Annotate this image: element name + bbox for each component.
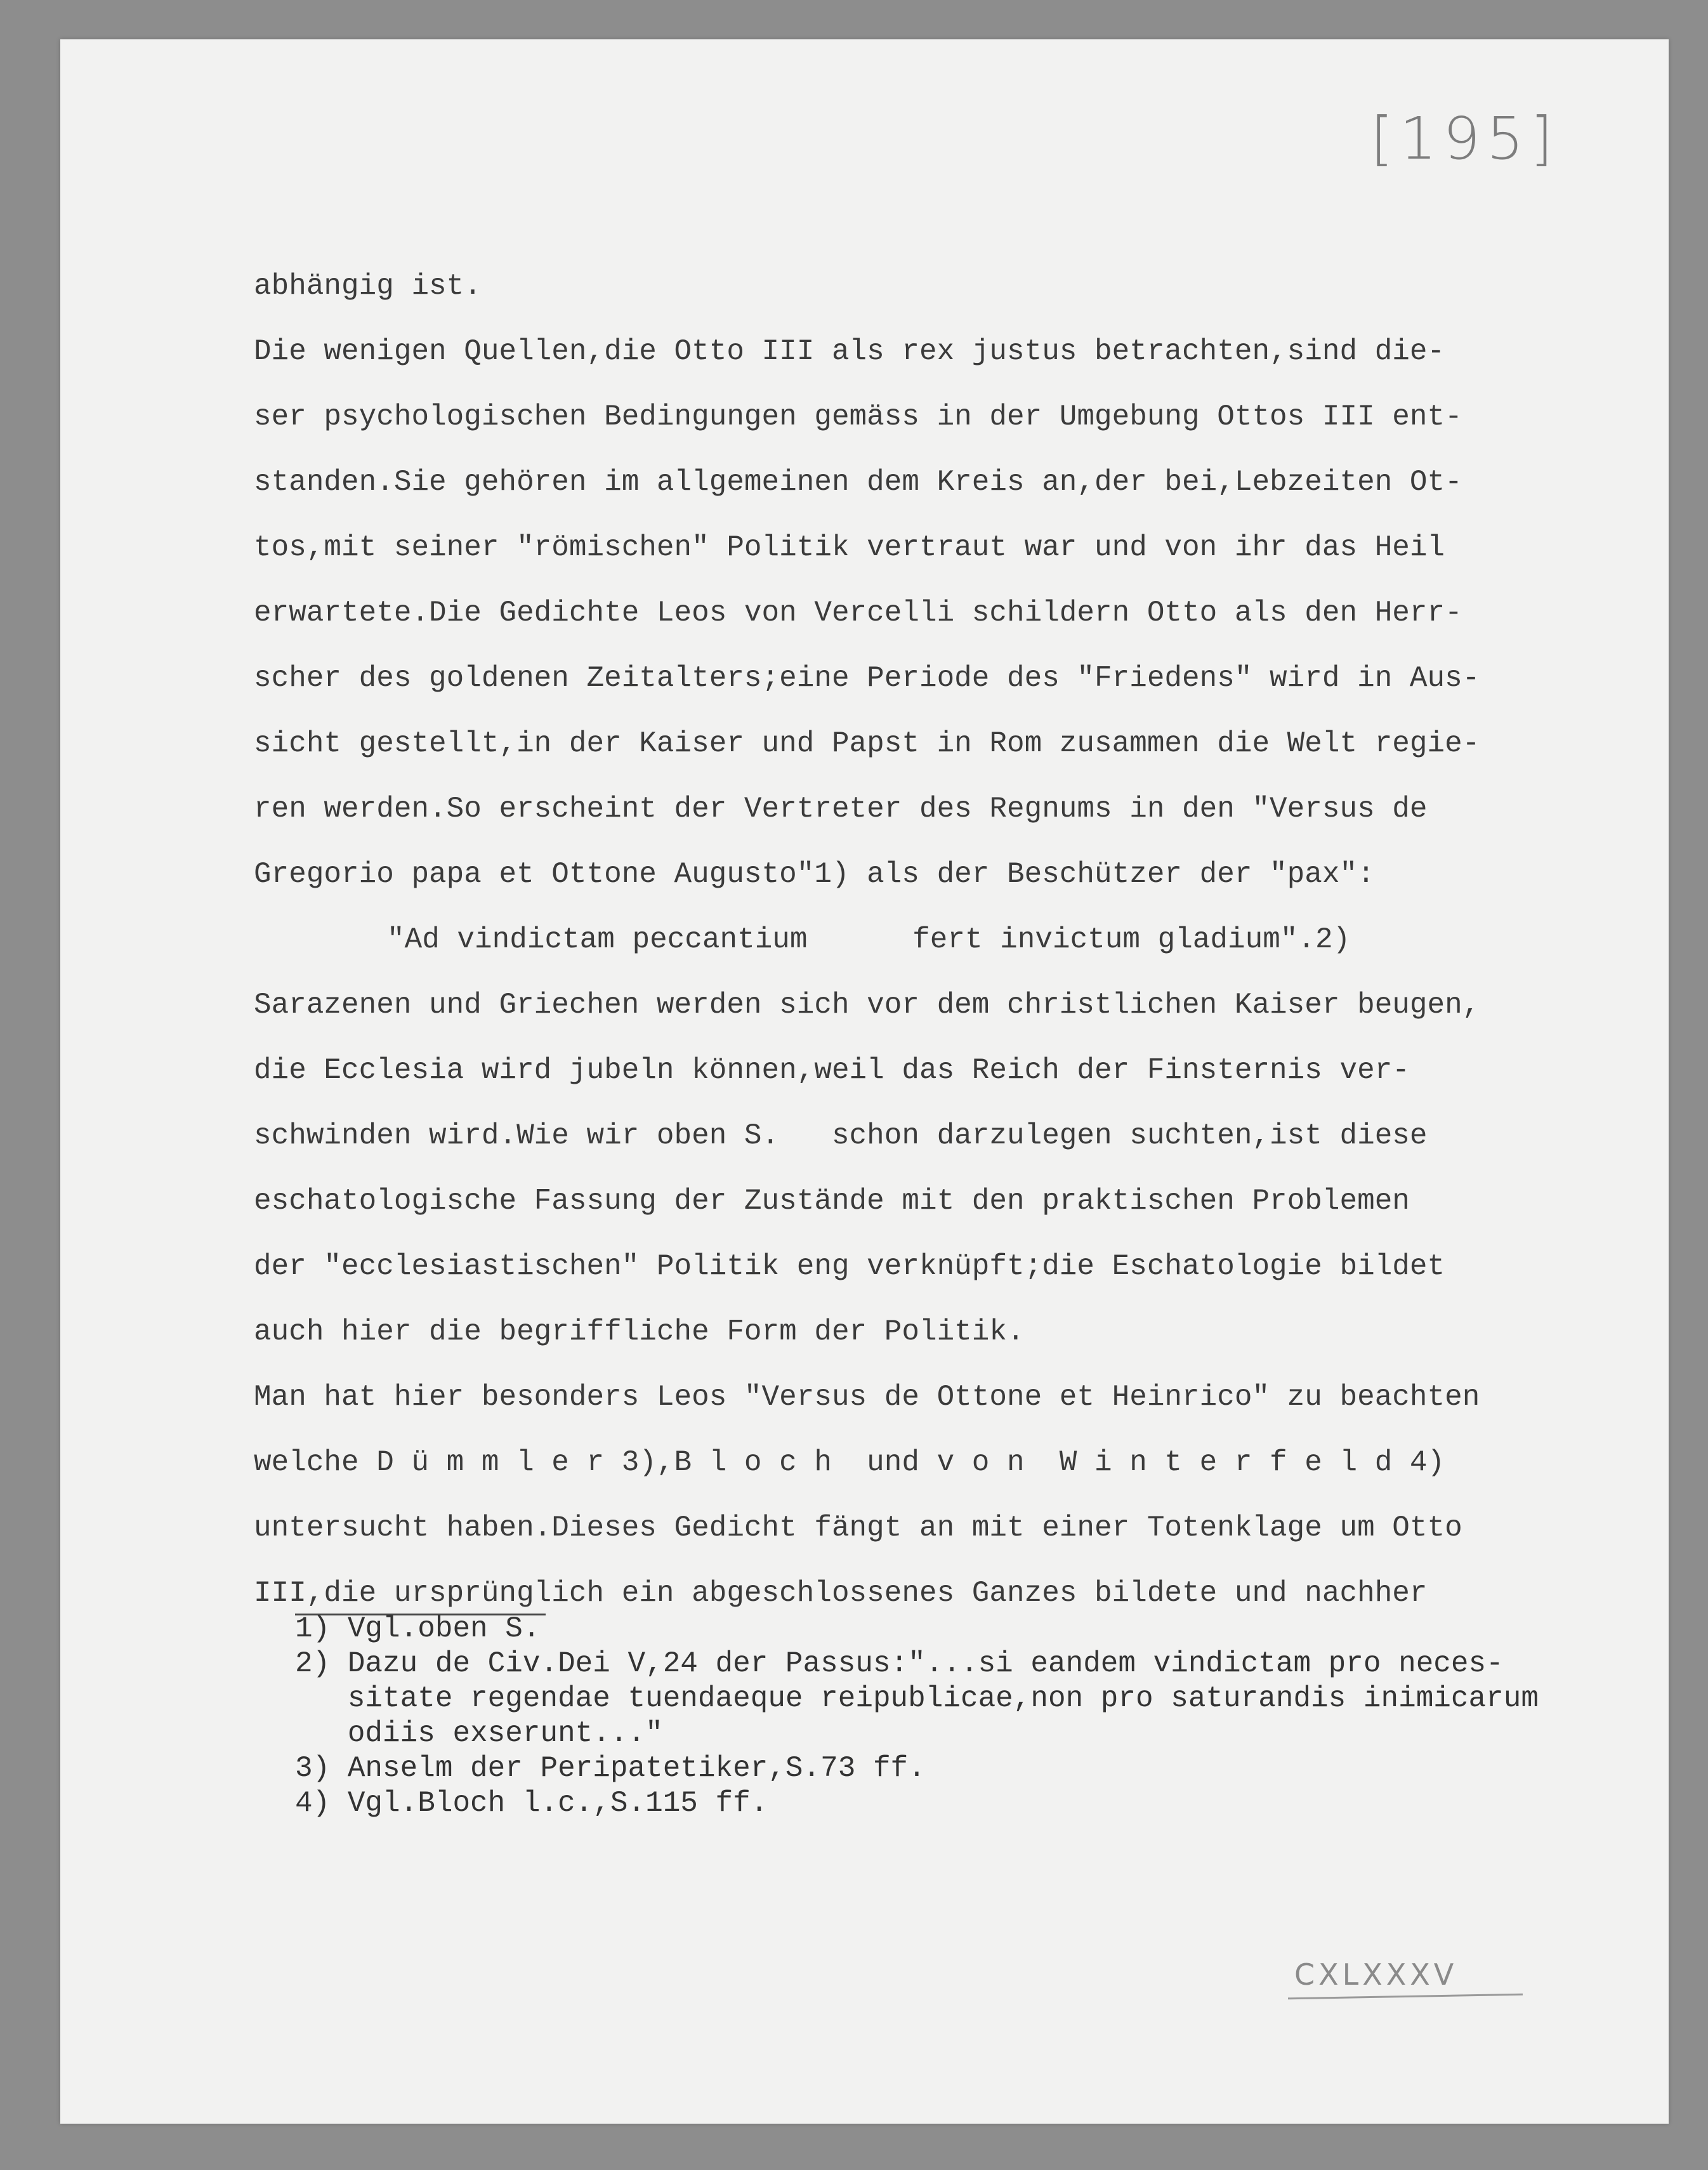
footnote-line: 2) Dazu de Civ.Dei V,24 der Passus:"...si eandem vindictam pro neces- — [295, 1647, 1504, 1680]
text-line: die Ecclesia wird jubeln können,weil das Reich der Finsternis ver- — [254, 1054, 1410, 1087]
quotation-line: "Ad vindictam peccantium fert invictum gladium".2) — [387, 923, 1351, 956]
footnote-line: sitate regendae tuendaeque reipublicae,non pro saturandis inimicarum — [295, 1682, 1539, 1715]
footnote-line: odiis exserunt..." — [295, 1717, 663, 1750]
footnote-line: 3) Anselm der Peripatetiker,S.73 ff. — [295, 1752, 926, 1785]
text-line: abhängig ist. — [254, 270, 482, 303]
text-line: der "ecclesiastischen" Politik eng verknüpft;die Eschatologie bildet — [254, 1250, 1445, 1283]
text-line: eschatologische Fassung der Zustände mit den praktischen Problemen — [254, 1185, 1410, 1218]
text-line: erwartete.Die Gedichte Leos von Vercelli schildern Otto als den Herr- — [254, 596, 1462, 629]
text-line: welche D ü m m l e r 3),B l o c h und v o n W i n t e r f e l d 4) — [254, 1446, 1445, 1479]
text-line: Sarazenen und Griechen werden sich vor dem christlichen Kaiser beugen, — [254, 989, 1480, 1022]
body-text — [254, 254, 1650, 1626]
text-line: tos,mit seiner "römischen" Politik vertraut war und von ihr das Heil — [254, 531, 1445, 564]
text-line: schwinden wird.Wie wir oben S. schon darzulegen suchten,ist diese — [254, 1119, 1428, 1152]
text-line: auch hier die begriffliche Form der Politik. — [254, 1315, 1025, 1348]
folio-number: CXLXXXV — [1294, 1957, 1458, 1992]
text-line: sicht gestellt,in der Kaiser und Papst in Rom zusammen die Welt regie- — [254, 727, 1480, 760]
text-line: Gregorio papa et Ottone Augusto"1) als der Beschützer der "pax": — [254, 858, 1375, 891]
text-line: scher des goldenen Zeitalters;eine Periode des "Friedens" wird in Aus- — [254, 662, 1480, 695]
footnote-line: 4) Vgl.Bloch l.c.,S.115 ff. — [295, 1787, 768, 1820]
text-line: III,die ursprünglich ein abgeschlossenes Ganzes bildete und nachher — [254, 1577, 1428, 1610]
text-line: ser psychologischen Bedingungen gemäss in der Umgebung Ottos III ent- — [254, 400, 1462, 433]
footnote-line: 1) Vgl.oben S. — [295, 1612, 541, 1645]
footnotes — [295, 1612, 1659, 1821]
text-line: Die wenigen Quellen,die Otto III als rex justus betrachten,sind die- — [254, 335, 1445, 368]
text-line: untersucht haben.Dieses Gedicht fängt an mit einer Totenklage um Otto — [254, 1511, 1462, 1544]
page-number: [195] — [1370, 105, 1560, 173]
text-line: standen.Sie gehören im allgemeinen dem Kreis an,der bei,Lebzeiten Ot- — [254, 466, 1462, 499]
text-line: ren werden.So erscheint der Vertreter des Regnums in den "Versus de — [254, 792, 1428, 825]
text-line: Man hat hier besonders Leos "Versus de Ottone et Heinrico" zu beachten — [254, 1381, 1480, 1414]
